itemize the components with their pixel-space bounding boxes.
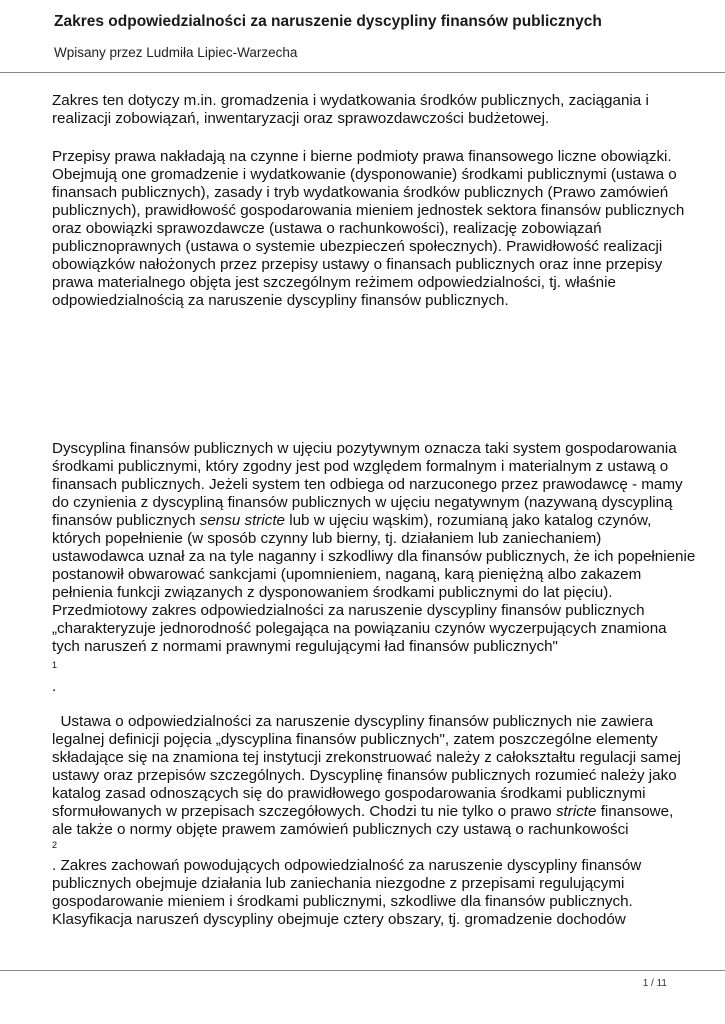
paragraph-line: gospodarowanie mieniem i środkami publicznymi, szkodliwe dla finansów publicznych.	[52, 893, 633, 910]
paragraph-line: finansach publicznych. Jeżeli system ten odbiega od narzuconego przez prawodawcę - mamy	[52, 476, 683, 493]
paragraph-1	[52, 92, 692, 128]
paragraph-line: ale także o normy objęte prawem zamówień publicznych czy ustawą o rachunkowości	[52, 821, 629, 838]
paragraph-line: Przepisy prawa nakładają na czynne i bierne podmioty prawa finansowego liczne obowiązki.	[52, 148, 672, 165]
paragraph-line: ustawodawca uznał za na tyle naganny i szkodliwy dla finansów publicznych, że ich popełnienie	[52, 548, 696, 565]
italic-term: sensu stricte	[199, 512, 286, 529]
page-number: 1 / 11	[642, 978, 667, 989]
paragraph-5	[52, 857, 692, 929]
paragraph-line	[52, 803, 692, 821]
paragraph-line: ustawy oraz przepisów szczególnych. Dyscyplinę finansów publicznych rozumieć należy jako	[52, 767, 677, 784]
paragraph-line: realizacji zobowiązań, inwentaryzacji oraz sprawozdawczości budżetowej.	[52, 110, 550, 127]
paragraph-line: do czynienia z dyscypliną finansów publicznych w ujęciu negatywnym (nazywaną dyscypliną	[52, 494, 673, 511]
paragraph-line: publicznoprawnych (ustawa o systemie ubezpieczeń społecznych). Prawidłowość realizacji	[52, 238, 663, 255]
author-byline: Wpisany przez Ludmiła Lipiec-Warzecha	[54, 45, 298, 60]
paragraph-2	[52, 148, 692, 310]
paragraph-3	[52, 440, 696, 656]
paragraph-line: postanowił obwarować sankcjami (upomnieniem, naganą, karą pieniężną albo zakazem	[52, 566, 642, 583]
paragraph-line: składające się na znamiona tej instytucji zrekonstruować należy z całokształtu regulacji samej	[52, 749, 681, 766]
paragraph-line: katalog zasad odnoszących się do prawidłowego gospodarowania środkami publicznymi	[52, 785, 646, 802]
footnote-marker-1: 1	[52, 660, 58, 670]
paragraph-text: sformułowanych w przepisach szczegółowych. Chodzi tu nie tylko o prawo	[52, 803, 556, 820]
paragraph-line: publicznych), prawidłowość gospodarowania mieniem jednostek sektora finansów publicznych	[52, 202, 685, 219]
paragraph-line: Ustawa o odpowiedzialności za naruszenie dyscypliny finansów publicznych nie zawiera	[52, 713, 654, 730]
paragraph-line: Dyscyplina finansów publicznych w ujęciu pozytywnym oznacza taki system gospodarowania	[52, 440, 677, 457]
paragraph-line: . Zakres zachowań powodujących odpowiedzialność za naruszenie dyscypliny finansów	[52, 857, 642, 874]
paragraph-line: tych naruszeń z normami prawnymi regulującymi ład finansów publicznych"	[52, 638, 558, 655]
paragraph-line: obowiązków nałożonych przez przepisy ustawy o finansach publicznych oraz inne przepisy	[52, 256, 663, 273]
paragraph-line: prawa materialnego objęta jest szczególnym reżimem odpowiedzialności, tj. właśnie	[52, 274, 616, 291]
paragraph-line: środkami publicznymi, który zgodny jest pod względem formalnym i materialnym z ustawą o	[52, 458, 669, 475]
footer-divider	[0, 970, 725, 971]
paragraph-line: oraz obowiązki sprawozdawcze (ustawa o rachunkowości), realizację zobowiązań	[52, 220, 602, 237]
paragraph-line: pełnienia funkcji związanych z dysponowaniem środkami publicznymi do lat pięciu).	[52, 584, 613, 601]
paragraph-line: „charakteryzuje jednorodność polegająca na powiązaniu czynów wyczerpujących znamiona	[52, 620, 667, 637]
paragraph-line: legalnej definicji pojęcia „dyscyplina finansów publicznych", zatem poszczególne elementy	[52, 731, 658, 748]
paragraph-line: Zakres ten dotyczy m.in. gromadzenia i wydatkowania środków publicznych, zaciągania i	[52, 92, 649, 109]
paragraph-text: finansów publicznych	[52, 512, 200, 529]
sentence-period: .	[52, 678, 57, 695]
paragraph-text: finansowe,	[596, 803, 674, 820]
paragraph-line: Obejmują one gromadzenie i wydatkowanie (dysponowanie) środkami publicznymi (ustawa o	[52, 166, 677, 183]
article-title: Zakres odpowiedzialności za naruszenie dyscypliny finansów publicznych	[54, 13, 602, 30]
paragraph-line: odpowiedzialnością za naruszenie dyscypliny finansów publicznych.	[52, 292, 509, 309]
paragraph-line: których popełnienie (w sposób czynny lub bierny, tj. działaniem lub zaniechaniem)	[52, 530, 602, 547]
footnote-marker-2: 2	[52, 840, 58, 850]
paragraph-line: Klasyfikacja naruszeń dyscypliny obejmuje cztery obszary, tj. gromadzenie dochodów	[52, 911, 626, 928]
italic-term: stricte	[555, 803, 597, 820]
paragraph-line: Przedmiotowy zakres odpowiedzialności za naruszenie dyscypliny finansów publicznych	[52, 602, 645, 619]
header-divider	[0, 72, 725, 73]
paragraph-text: lub w ujęciu wąskim), rozumianą jako katalog czynów,	[285, 512, 652, 529]
paragraph-line: finansach publicznych), zasady i tryb wydatkowania środków publicznych (Prawo zamówień	[52, 184, 669, 201]
paragraph-4	[52, 713, 692, 839]
paragraph-line	[52, 512, 692, 530]
paragraph-line: publicznych obejmuje działania lub zaniechania niezgodne z przepisami regulującymi	[52, 875, 625, 892]
